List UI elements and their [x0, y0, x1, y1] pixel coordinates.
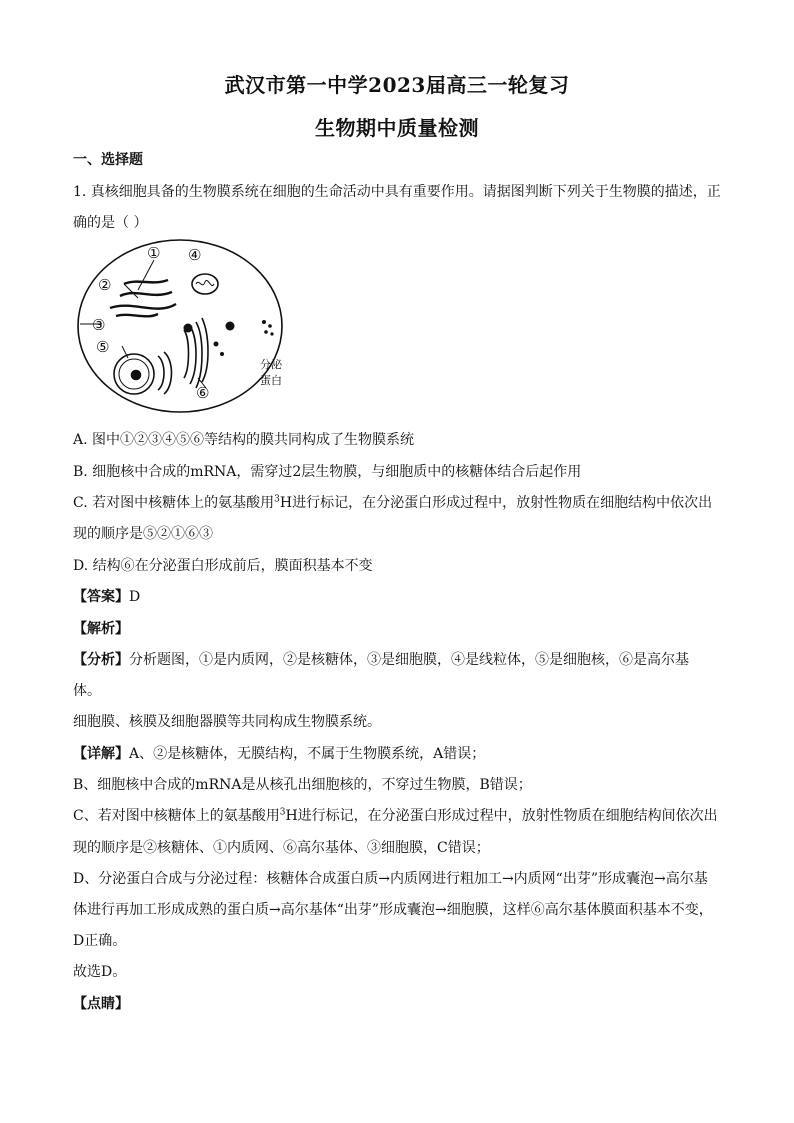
answer-tag: 【答案】 [73, 589, 129, 605]
dianjing-tag: 【点睛】 [73, 996, 129, 1012]
fenxi-line2: 体。 [73, 683, 101, 699]
membrane-system-line: 细胞膜、核膜及细胞器膜等共同构成生物膜系统。 [73, 714, 381, 730]
option-c-line1 [73, 494, 723, 512]
option-a: A. 图中①②③④⑤⑥等结构的膜共同构成了生物膜系统 [73, 432, 415, 448]
detail-a-text: A、②是核糖体，无膜结构，不属于生物膜系统，A错误； [129, 746, 486, 762]
page-title-line1: 武汉市第一中学2023届高三一轮复习 [224, 73, 570, 97]
label-6: ⑥ [196, 384, 210, 402]
fenxi-line1 [73, 651, 723, 669]
option-c-text1: C. 若对图中核糖体上的氨基酸用 [73, 495, 275, 511]
vesicles [184, 322, 235, 357]
detail-c-text1: C、若对图中核糖体上的氨基酸用 [73, 808, 280, 824]
detail-c-superscript: 3 [279, 807, 286, 818]
endoplasmic-reticulum [110, 280, 176, 316]
golgi-apparatus-left [158, 352, 172, 394]
conclusion-line: 故选D。 [73, 964, 127, 980]
option-d: D. 结构⑥在分泌蛋白形成前后，膜面积基本不变 [73, 558, 373, 574]
label-2: ② [98, 276, 112, 294]
label-1: ① [147, 244, 161, 262]
secretion-label-line1: 分泌 [260, 358, 282, 371]
secretion-label-line2: 蛋白 [260, 374, 282, 387]
page-title-line2: 生物期中质量检测 [315, 116, 479, 140]
detail-d-line3: D正确。 [73, 933, 127, 949]
cell-membrane [78, 240, 282, 412]
option-c-superscript: 3 [274, 494, 280, 505]
detail-c-line1 [73, 807, 723, 825]
option-c-text2: H进行标记，在分泌蛋白形成过程中，放射性物质在细胞结构中依次出 [279, 495, 713, 511]
section-heading: 一、选择题 [73, 152, 143, 168]
option-b: B. 细胞核中合成的mRNA，需穿过2层生物膜，与细胞质中的核糖体结合后起作用 [73, 464, 582, 480]
answer-line [73, 588, 723, 606]
secreted-protein-dots [262, 320, 274, 336]
question-stem-line1: 1. 真核细胞具备的生物膜系统在细胞的生命活动中具有重要作用。请据图判断下列关于生物膜的描述，正 [73, 184, 721, 200]
detail-d-line2: 体进行再加工形成成熟的蛋白质→高尔基体“出芽”形成囊泡→细胞膜，这样⑥高尔基体膜面积基本不变， [73, 902, 713, 918]
label-5: ⑤ [96, 338, 110, 356]
fenxi-tag: 【分析】 [73, 652, 129, 668]
mitochondrion [192, 274, 218, 294]
question-stem-line2: 确的是（ ） [73, 215, 148, 231]
analysis-tag: 【解析】 [73, 621, 129, 637]
detail-c-line2: 现的顺序是②核糖体、①内质网、⑥高尔基体、③细胞膜，C错误； [73, 840, 490, 856]
answer-value: D [129, 589, 141, 605]
label-3: ③ [92, 316, 106, 334]
detail-a-line [73, 745, 723, 763]
label-4: ④ [188, 246, 202, 264]
nucleus [114, 354, 154, 394]
cell-diagram [72, 238, 292, 416]
fenxi-text1: 分析题图，①是内质网，②是核糖体，③是细胞膜，④是线粒体，⑤是细胞核，⑥是高尔基 [129, 652, 689, 668]
detail-b-line: B、细胞核中合成的mRNA是从核孔出细胞核的，不穿过生物膜，B错误； [73, 777, 532, 793]
option-c-line2: 现的顺序是⑤②①⑥③ [73, 526, 213, 542]
detail-d-line1: D、分泌蛋白合成与分泌过程：核糖体合成蛋白质→内质网进行粗加工→内质网“出芽”形成囊泡→高尔基 [73, 871, 708, 887]
detail-c-text2: H进行标记，在分泌蛋白形成过程中，放射性物质在细胞结构间依次出 [285, 808, 718, 824]
detail-tag: 【详解】 [73, 746, 129, 762]
